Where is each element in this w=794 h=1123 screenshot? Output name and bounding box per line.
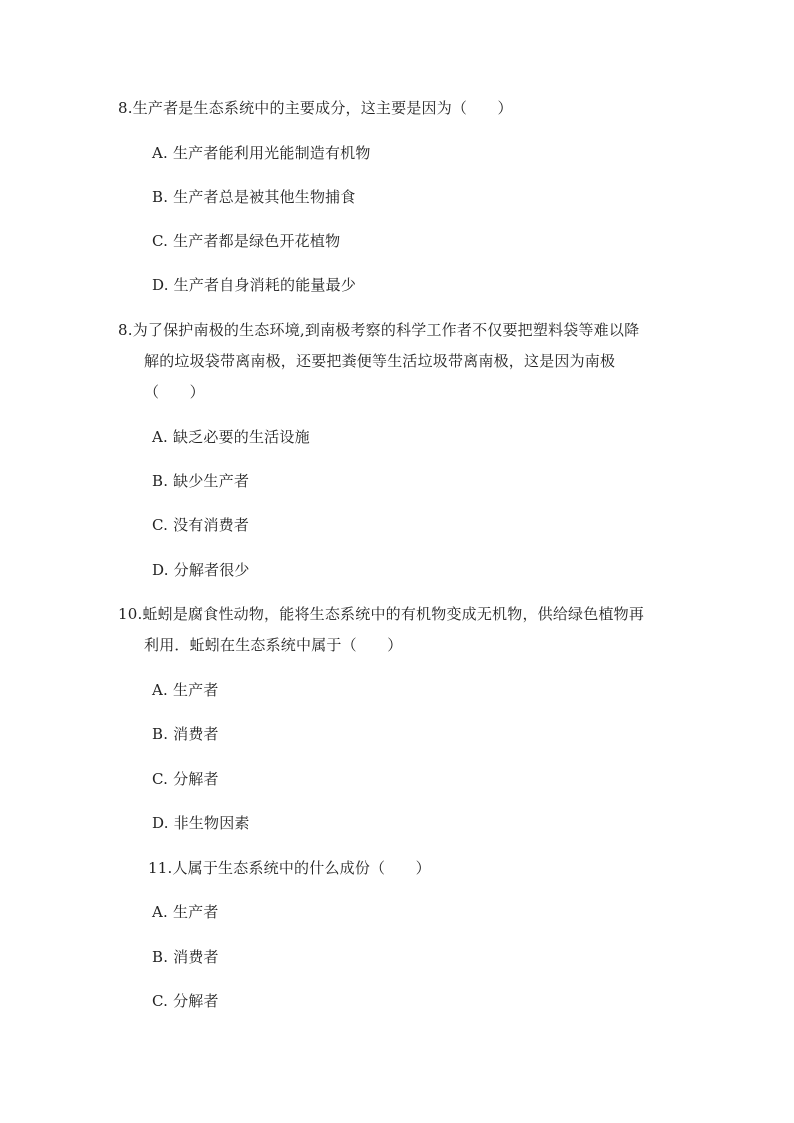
question-8b-option-a: A. 缺乏必要的生活设施 (152, 428, 310, 446)
question-8b-stem-line1: 8.为了保护南极的生态环境,到南极考察的科学工作者不仅要把塑料袋等难以降 (118, 321, 640, 339)
question-8a-option-a: A. 生产者能利用光能制造有机物 (152, 144, 371, 162)
question-8a-option-c: C. 生产者都是绿色开花植物 (152, 232, 341, 250)
question-8a-option-d: D. 生产者自身消耗的能量最少 (152, 276, 357, 294)
question-8b-option-c: C. 没有消费者 (152, 516, 250, 534)
question-10-stem-line1: 10.蚯蚓是腐食性动物，能将生态系统中的有机物变成无机物，供给绿色植物再 (118, 605, 645, 623)
question-8b-option-d: D. 分解者很少 (152, 561, 250, 579)
question-11-option-b: B. 消费者 (152, 948, 219, 966)
question-8b-stem-line3: （ ） (144, 383, 205, 401)
question-8a-option-b: B. 生产者总是被其他生物捕食 (152, 188, 356, 206)
question-11-option-c: C. 分解者 (152, 992, 219, 1010)
question-10-stem-line2: 利用．蚯蚓在生态系统中属于（ ） (144, 636, 403, 654)
question-8b-stem-line2: 解的垃圾袋带离南极，还要把粪便等生活垃圾带离南极，这是因为南极 (144, 352, 616, 370)
question-10-option-c: C. 分解者 (152, 770, 219, 788)
question-11-option-a: A. 生产者 (152, 903, 219, 921)
question-11-stem: 11.人属于生态系统中的什么成份（ ） (148, 859, 431, 877)
question-10-option-b: B. 消费者 (152, 725, 219, 743)
question-10-option-a: A. 生产者 (152, 681, 219, 699)
question-8b-option-b: B. 缺少生产者 (152, 472, 250, 490)
question-10-option-d: D. 非生物因素 (152, 814, 250, 832)
question-8a-stem: 8.生产者是生态系统中的主要成分，这主要是因为（ ） (118, 99, 513, 117)
